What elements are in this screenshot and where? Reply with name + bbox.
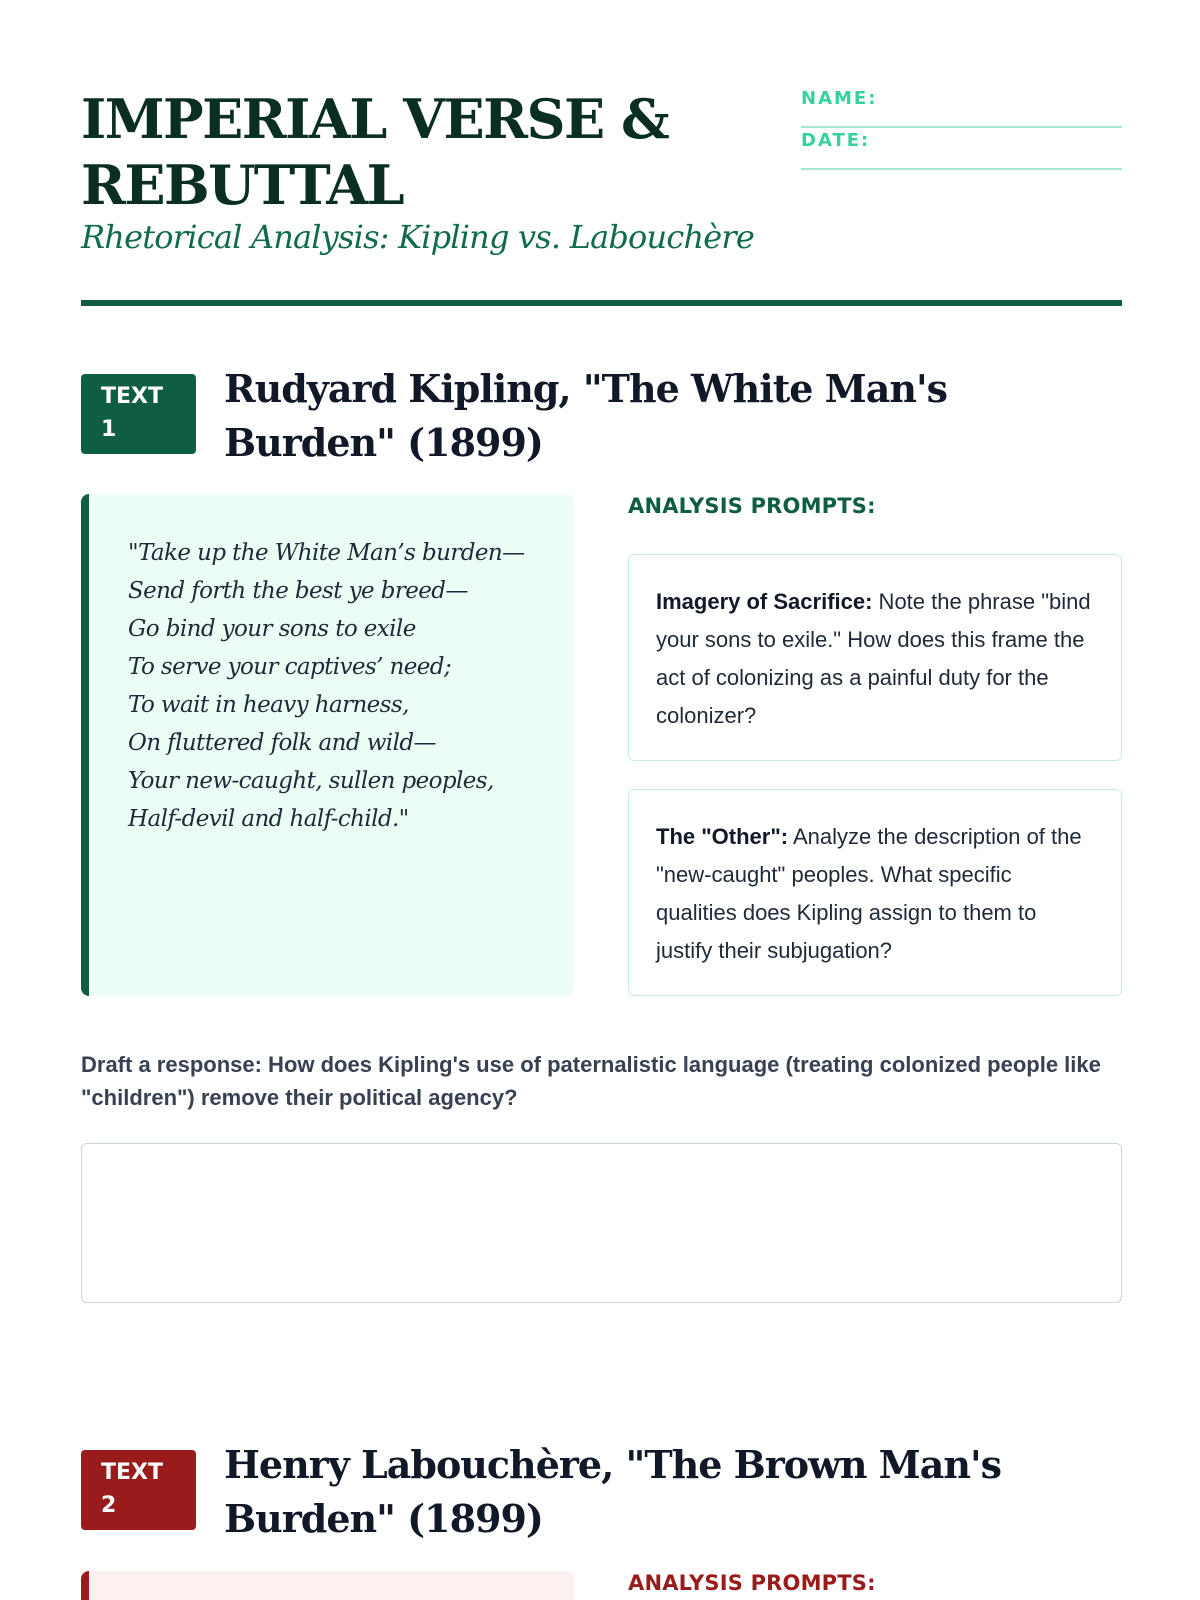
- section-2-title: Henry Labouchère, "The Brown Man's Burden" (1899): [224, 1442, 1002, 1541]
- badge-label: TEXT: [101, 384, 164, 409]
- section-1-prompts: [628, 494, 1122, 996]
- badge-number: 2: [101, 1493, 117, 1518]
- page-subtitle: Rhetorical Analysis: Kipling vs. Labouchère: [81, 218, 755, 256]
- prompt-card-other: [628, 789, 1122, 996]
- draft-question: Draft a response: How does Kipling's use of paternalistic language (treating colonized people like "children") remove their political agency?: [81, 1052, 1101, 1110]
- kipling-quote-text: "Take up the White Man’s burden— Send forth the best ye breed— Go bind your sons to exile To serve your captives’ need; To wait in heavy harness, On fluttered folk and wild— Your new-caught, sullen peoples, Half-devil and half-child.": [128, 540, 525, 832]
- section-1-title: Rudyard Kipling, "The White Man's Burden" (1899): [224, 366, 948, 465]
- student-info: [801, 86, 1122, 170]
- draft-response-box[interactable]: [81, 1143, 1122, 1303]
- section-2-prompts: [628, 1571, 1122, 1600]
- badge-label: TEXT: [101, 1460, 164, 1485]
- name-label: NAME:: [801, 88, 878, 109]
- badge-number: 1: [101, 417, 117, 442]
- text-1-badge: [81, 374, 196, 454]
- page-title: IMPERIAL VERSE & REBUTTAL: [81, 87, 669, 217]
- date-label: DATE:: [801, 130, 871, 151]
- prompt-card-sacrifice: [628, 554, 1122, 761]
- kipling-excerpt: [81, 494, 574, 996]
- date-field[interactable]: [801, 128, 1122, 170]
- worksheet-header: [81, 86, 1122, 308]
- name-field[interactable]: [801, 86, 1122, 128]
- prompt-text: Note the phrase "bind your sons to exile." How does this frame the act of colonizing as a painful duty for the colonizer?: [656, 589, 1091, 728]
- prompt-heading: Imagery of Sacrifice:: [656, 589, 873, 614]
- header-divider: [81, 300, 1122, 306]
- text-2-badge: [81, 1450, 196, 1530]
- prompts-label: ANALYSIS PROMPTS:: [628, 1571, 876, 1595]
- prompt-text: Analyze the description of the "new-caught" peoples. What specific qualities does Kipling assign to them to justify their subjugation?: [656, 824, 1082, 963]
- prompts-label: ANALYSIS PROMPTS:: [628, 494, 876, 518]
- prompt-heading: The "Other":: [656, 824, 789, 849]
- labouchere-excerpt: [81, 1571, 574, 1600]
- worksheet-page: [81, 0, 1122, 1600]
